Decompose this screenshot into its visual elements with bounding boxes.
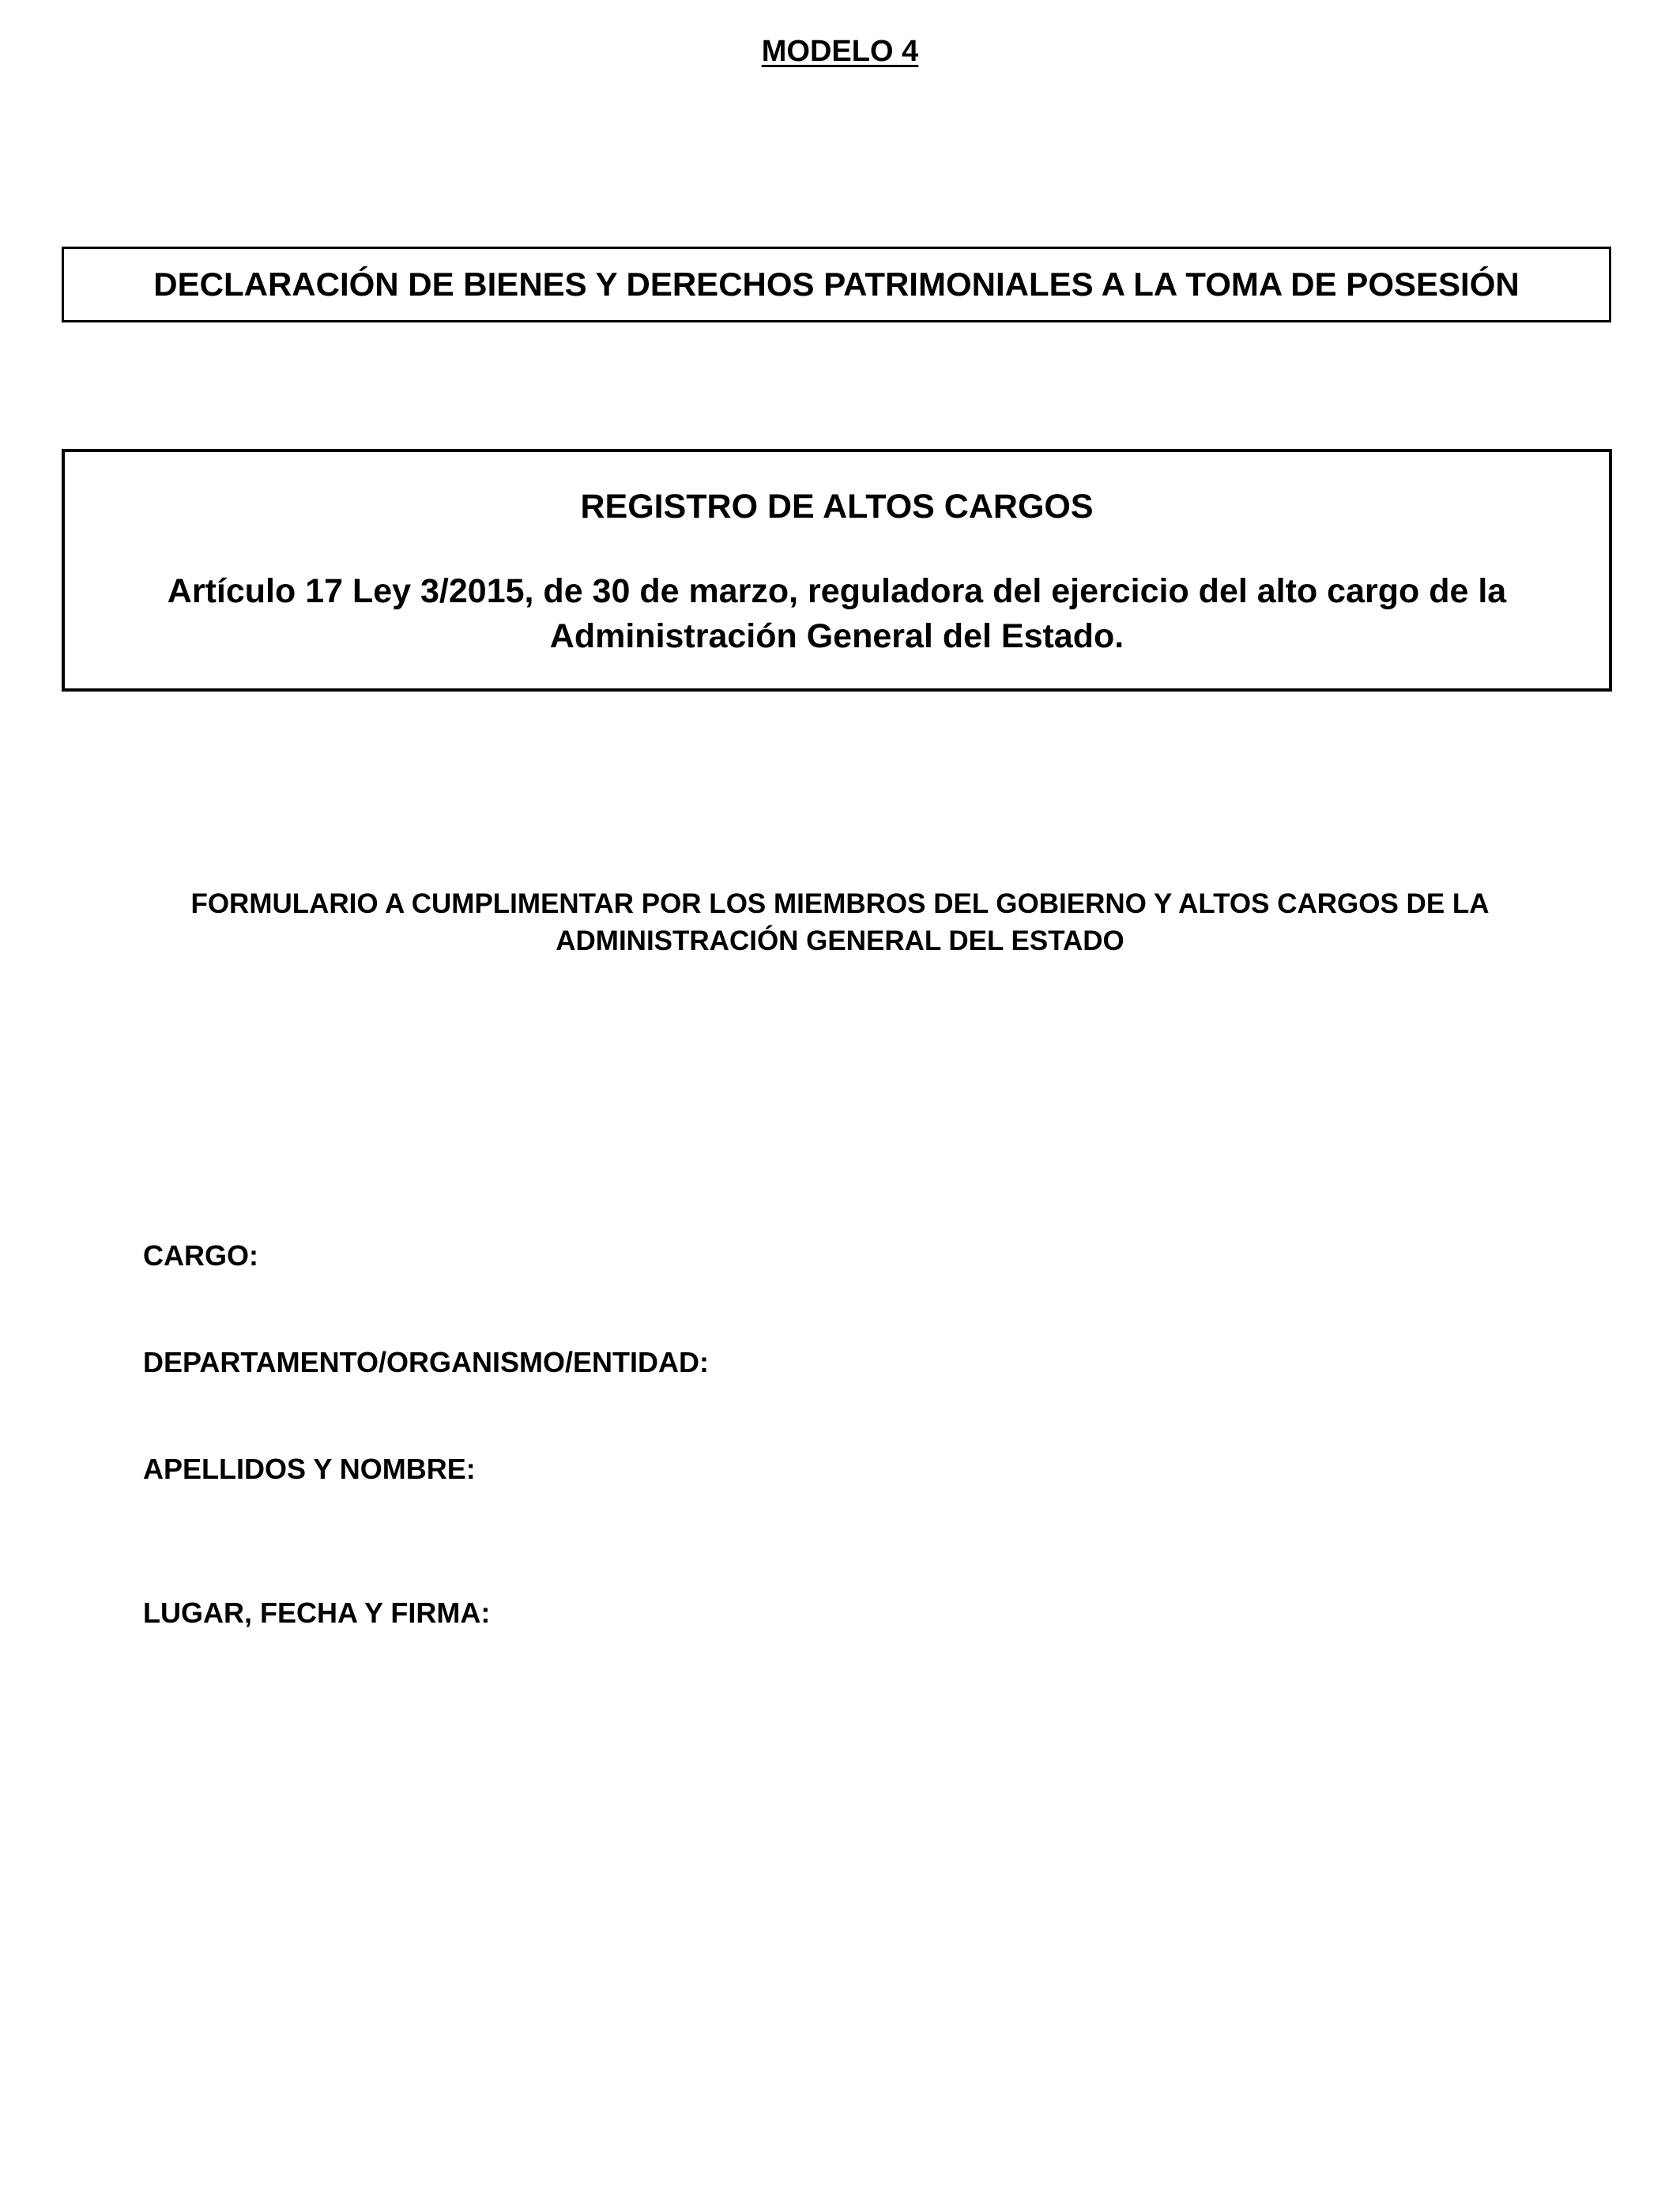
registry-article-line2: Administración General del Estado. [549,617,1124,655]
registry-article-line1: Artículo 17 Ley 3/2015, de 30 de marzo, reguladora del ejercicio del alto cargo de la [167,572,1507,610]
form-instruction-line1: FORMULARIO A CUMPLIMENTAR POR LOS MIEMBROS DEL GOBIERNO Y ALTOS CARGOS DE LA [190,888,1490,919]
registry-article [96,569,1577,659]
lugar-fecha-firma-field-label: LUGAR, FECHA Y FIRMA: [143,1596,491,1629]
departamento-field-label: DEPARTAMENTO/ORGANISMO/ENTIDAD: [143,1346,709,1378]
apellidos-field-label: APELLIDOS Y NOMBRE: [143,1453,476,1485]
cargo-field-label: CARGO: [143,1239,258,1272]
registry-box [62,449,1612,692]
registry-heading: REGISTRO DE ALTOS CARGOS [580,488,1094,526]
declaration-title-box [62,247,1611,322]
form-instruction [79,885,1601,959]
declaration-title: DECLARACIÓN DE BIENES Y DERECHOS PATRIMONIALES A LA TOMA DE POSESIÓN [153,266,1520,303]
model-label: MODELO 4 [761,35,919,68]
form-instruction-line2: ADMINISTRACIÓN GENERAL DEL ESTADO [556,925,1124,956]
